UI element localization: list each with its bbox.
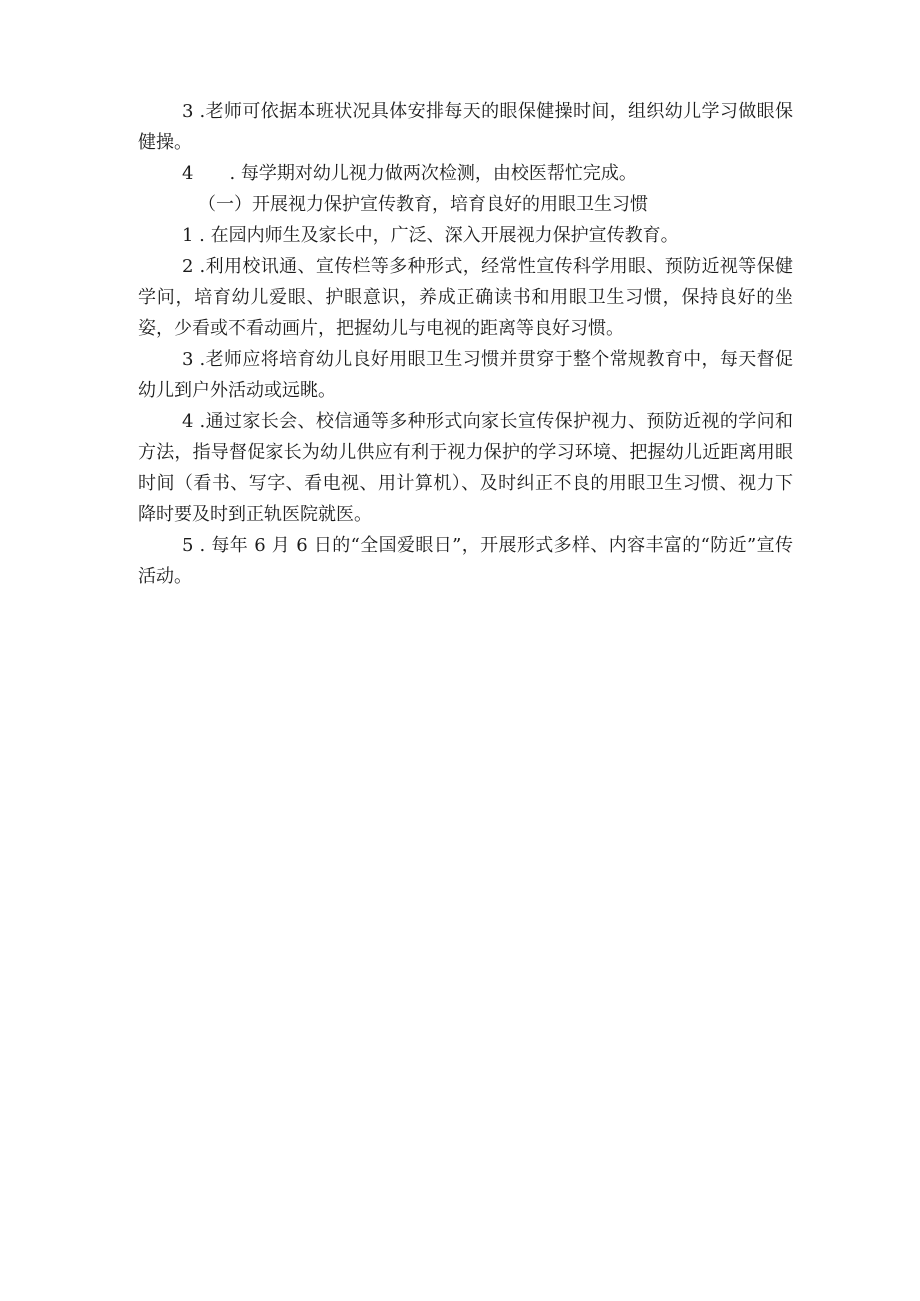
paragraph-item-2: 2 .利用校讯通、宣传栏等多种形式，经常性宣传科学用眼、预防近视等保健学问，培育幼儿爱眼、护眼意识，养成正确读书和用眼卫生习惯，保持良好的坐姿，少看或不看动画片，把握幼儿与电视的距离等良好习惯。 — [138, 256, 793, 339]
section-heading: （一）开展视力保护宣传教育，培育良好的用眼卫生习惯 — [198, 194, 648, 215]
paragraph-item-3b: 3 .老师应将培育幼儿良好用眼卫生习惯并贯穿于整个常规教育中，每天督促幼儿到户外活动或远眺。 — [138, 349, 793, 401]
paragraph-item-3: 3 .老师可依据本班状况具体安排每天的眼保健操时间，组织幼儿学习做眼保健操。 — [138, 101, 793, 153]
paragraph-item-4b: 4 .通过家长会、校信通等多种形式向家长宣传保护视力、预防近视的学问和方法，指导督促家长为幼儿供应有利于视力保护的学习环境、把握幼儿近距离用眼时间（看书、写字、看电视、用计算机）、及时纠正不良的用眼卫生习惯、视力下降时要及时到正轨医院就医。 — [138, 411, 793, 525]
paragraph-item-4: 4 . 每学期对幼儿视力做两次检测，由校医帮忙完成。 — [182, 163, 637, 184]
paragraph-item-1: 1 . 在园内师生及家长中，广泛、深入开展视力保护宣传教育。 — [182, 225, 679, 246]
paragraph-item-5: 5 . 每年 6 月 6 日的“全国爱眼日”，开展形式多样、内容丰富的“防近”宣传活动。 — [138, 535, 793, 587]
document-page — [138, 96, 793, 592]
